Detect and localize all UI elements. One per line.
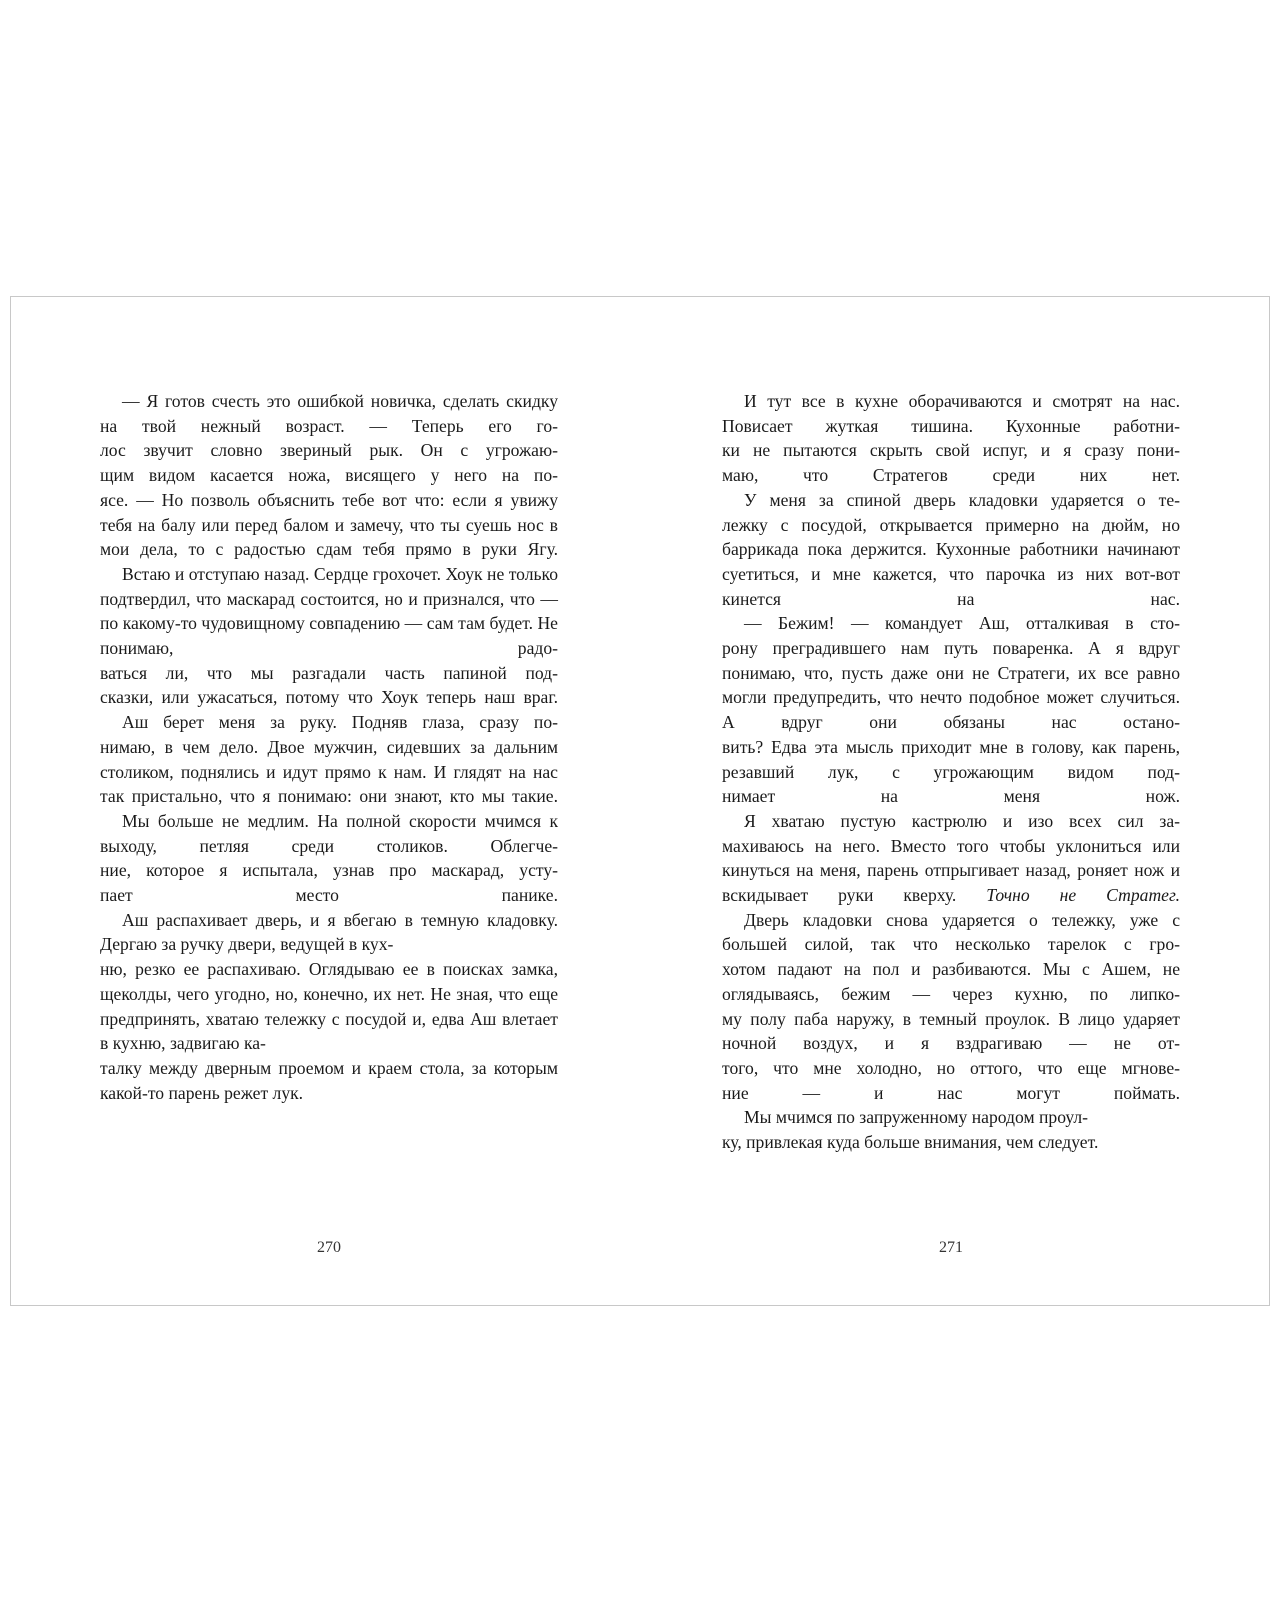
paragraph: Мы больше не медлим. На полной скорости мчимся к выходу, петляя среди столиков. Облегче- ние, которое я испытала, узнав про маскарад, усту- пает место панике. (100, 810, 558, 906)
paragraph: И тут все в кухне оборачиваются и смотрят на нас. Повисает жуткая тишина. Кухонные работни- ки не пытаются скрыть свой испуг, и я сразу пони- маю, что Стратегов среди них нет. (722, 391, 1180, 486)
paragraph-text: Я хватаю пустую кастрюлю и изо всех сил за- махиваюсь на него. Вместо того чтобы уклониться или кинуться на меня, парень отпрыгивает назад, роняет нож и вскидывает руки кверху. (722, 810, 1180, 906)
paragraph: — Бежим! — командует Аш, отталкивая в сто- рону преградившего нам путь поваренка. А я вдруг понимаю, что, пусть даже они не Стратеги, их все равно могли предупредить, что нечто подобное может случиться. А вдруг они обязаны нас остано- вить? Едва эта мысль приходит мне в голову, как парень, резавший лук, с угрожающим видом под- нимает на меня нож. (722, 613, 1180, 807)
paragraph: Встаю и отступаю назад. Сердце грохочет. Хоук не только подтвердил, что маскарад состоится, но и признался, что — по какому-то чудовищному совпадению — сам там будет. Не понимаю, радо- ваться ли, что мы разгадали часть папиной под- сказки, или ужасаться, потому что Хоук теперь наш враг. (100, 563, 558, 708)
italic-phrase: Точно не Стратег. (986, 885, 1180, 906)
right-page-text (722, 389, 1180, 1289)
page-number-right: 271 (939, 1239, 963, 1256)
paragraph: — Я готов счесть это ошибкой новичка, сделать скидку на твой нежный возраст. — Теперь его го- лос звучит словно звериный рык. Он с угрожаю- щим видом касается ножа, висящего у него на по- ясе. — Но позволь объяснить тебе вот что: если я увижу тебя на балу или перед балом и замечу, что ты суешь нос в мои дела, то с радостью сдам тебя прямо в руки Ягу. (100, 391, 558, 560)
paragraph: Аш распахивает дверь, и я вбегаю в темную кладовку. Дергаю за ручку двери, ведущей в кух- ню, резко ее распахиваю. Оглядываю ее в поисках замка, щеколды, чего угодно, но, конечно, их нет. Не зная, что еще предпринять, хватаю тележку с посудой и, едва Аш влетает в кухню, задвигаю ка- талку между дверным проемом и краем стола, за которым какой-то парень режет лук. (100, 909, 558, 1103)
paragraph: Аш берет меня за руку. Подняв глаза, сразу по- нимаю, в чем дело. Двое мужчин, сидевших за дальним столиком, поднялись и идут прямо к нам. И глядят на нас так пристально, что я понимаю: они знают, кто мы такие. (100, 712, 558, 807)
left-page-text (100, 389, 558, 1289)
paragraph: Мы мчимся по запруженному народом проул- ку, привлекая куда больше внимания, чем следует. (722, 1107, 1099, 1153)
paragraph: У меня за спиной дверь кладовки ударяется о те- лежку с посудой, открывается примерно на дюйм, но баррикада пока держится. Кухонные работники начинают суетиться, и мне кажется, что парочка из них вот-вот кинется на нас. (722, 489, 1180, 609)
paragraph (722, 809, 1180, 908)
book-spread (10, 296, 1270, 1306)
paragraph: Дверь кладовки снова ударяется о тележку, уже с большей силой, так что несколько тарелок с гро- хотом падают на пол и разбиваются. Мы с Ашем, не оглядываясь, бежим — через кухню, по липко- му полу паба наружу, в темный проулок. В лицо ударяет ночной воздух, и я вздрагиваю — не от- того, что мне холодно, но оттого, что еще мгнове- ние — и нас могут поймать. (722, 909, 1180, 1103)
page-number-left: 270 (317, 1239, 341, 1256)
